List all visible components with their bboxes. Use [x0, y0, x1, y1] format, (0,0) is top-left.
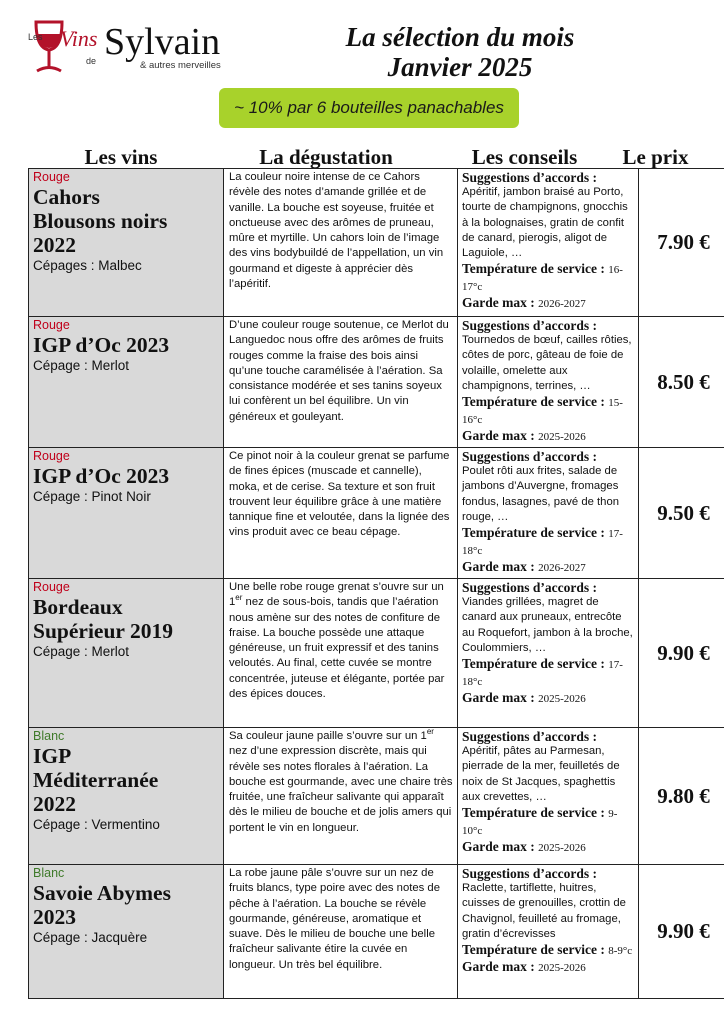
table-row — [29, 169, 724, 317]
wine-color: Blanc — [33, 729, 65, 743]
tasting-note-end: nez d’une expression discrète, mais qui révèle ses notes florales à l’aération. La bouche est gourmande, avec une chaire très fruitée, une fraîcheur salivante qui apparaît dès le milieu de bouche et de jolis amers qui portent le vin en longueur. — [229, 745, 453, 834]
temperature-line — [462, 261, 635, 295]
keep-value: 2026-2027 — [538, 562, 586, 575]
wine-name-line: 2023 — [33, 905, 76, 929]
price-cell: 9.80 € — [639, 728, 724, 865]
page-title — [295, 22, 625, 82]
temperature-value: 9-10°c — [462, 808, 618, 838]
header-tips: Les conseils — [471, 145, 578, 169]
pairing-text: Apéritif, jambon braisé au Porto, tourte de champignons, gnocchis à la bolognaises, gratin de confit de canard, pierogis, aligot de Laguiole, … — [462, 186, 628, 260]
price-cell: 9.90 € — [639, 865, 724, 999]
wine-name-line: IGP d’Oc 2023 — [33, 464, 170, 488]
wine-name-line: IGP d’Oc 2023 — [33, 333, 170, 357]
pairing-label: Suggestions d’accords : — [462, 729, 598, 744]
wine-grape: Cépage : Merlot — [33, 358, 130, 373]
pairing-text: Tournedos de bœuf, cailles rôties, côtes de porc, gâteau de foie de volaille, omelette aux champignons, terrines, … — [462, 334, 632, 392]
tasting-cell — [224, 728, 458, 865]
wine-name-line: Blousons noirs — [33, 209, 168, 233]
tips-cell — [458, 317, 639, 448]
tasting-note: Ce pinot noir à la couleur grenat se parfume de fines épices (muscade et cannelle), moka, et de cerise. Sa texture et son fruit trouvent leur équilibre grâce à une matière tannique fine et veloutée, dans la lignée des vins produit avec ce beau cépage. — [229, 450, 450, 539]
wine-grape: Cépages : Malbec — [33, 258, 142, 273]
wine-color: Blanc — [33, 866, 65, 880]
wine-name-line: Supérieur 2019 — [33, 619, 173, 643]
price-cell: 9.50 € — [639, 448, 724, 579]
tasting-note-start: Sa couleur jaune paille s’ouvre sur un 1 — [229, 730, 427, 742]
wine-grape: Cépage : Pinot Noir — [33, 489, 151, 504]
pairing-text: Raclette, tartiflette, huitres, cuisses de grenouilles, crottin de Chavignol, feuilleté au fromage, gratin d’écrevisses — [462, 882, 626, 940]
logo-de: de — [86, 56, 97, 66]
tips-cell — [458, 579, 639, 728]
tasting-note: La robe jaune pâle s’ouvre sur un nez de fruits blancs, type poire avec des notes de pêche à l’aération. La bouche se révèle gourmande, généreuse, aromatique et suave. Dès le milieu de bouche une belle fraîcheur salivante étire la cuvée en longueur. Un très bel équilibre. — [229, 867, 440, 971]
temperature-label: Température de service : — [462, 805, 605, 821]
logo-vins: Vins — [60, 26, 98, 51]
pairing-label: Suggestions d’accords : — [462, 170, 598, 185]
keep-value: 2025-2026 — [538, 962, 586, 975]
column-headers — [0, 145, 724, 169]
pairing-text: Poulet rôti aux frites, salade de jambons d’Auvergne, fromages fondus, lasagnes, pavé de thon rouge, … — [462, 465, 620, 523]
wine-color: Rouge — [33, 318, 70, 332]
pairing-label: Suggestions d’accords : — [462, 580, 598, 595]
wine-glass-logo-icon — [22, 16, 262, 86]
temperature-value: 17-18°c — [462, 659, 623, 689]
temperature-value: 16-17°c — [462, 264, 623, 294]
pairing-text: Viandes grillées, magret de canard aux pruneaux, entrecôte au Roquefort, jambon à la broche, Coulommiers, … — [462, 596, 633, 654]
wine-name-line: Méditerranée — [33, 768, 159, 792]
temperature-label: Température de service : — [462, 656, 605, 672]
tasting-note — [229, 729, 453, 836]
tips-cell — [458, 448, 639, 579]
temperature-label: Température de service : — [462, 525, 605, 541]
logo-sylvain: Sylvain — [104, 21, 221, 63]
keep-line — [462, 559, 635, 576]
wine-name-line: Cahors — [33, 185, 100, 209]
logo — [22, 16, 262, 86]
price-cell: 7.90 € — [639, 169, 724, 317]
tasting-note-ordinal: er — [426, 727, 434, 737]
temperature-value: 15-16°c — [462, 397, 623, 427]
logo-tagline: & autres merveilles — [140, 60, 221, 71]
tasting-cell — [224, 169, 458, 317]
keep-label: Garde max : — [462, 839, 535, 855]
tips-cell — [458, 728, 639, 865]
table-row — [29, 579, 724, 728]
temperature-label: Température de service : — [462, 942, 605, 958]
tasting-note-end: nez de sous-bois, tandis que l’aération nous amène sur des notes de confiture de fraise. La bouche possède une attaque généreuse, un fruit expressif et des tanins veloutés. Au final, cette cuvée se montre concentrée, juteuse et élégante, portée par des épices douces. — [229, 596, 445, 701]
tasting-note: La couleur noire intense de ce Cahors révèle des notes d’amande grillée et de vanille. La bouche est soyeuse, fruitée et onctueuse avec des arômes de pruneau, mûre et myrtille. Un cahors loin de l’image des vins bodybuildé de l’appellation, un vin gourmand et digeste à apprécier dès l’apéritif. — [229, 171, 444, 291]
table-row — [29, 865, 724, 999]
wine-name-cell — [29, 448, 224, 579]
logo-les: Les — [28, 32, 43, 42]
tasting-note-ordinal: er — [235, 593, 243, 603]
tasting-note — [229, 580, 453, 702]
wine-color: Rouge — [33, 170, 70, 184]
keep-line — [462, 690, 635, 707]
temperature-line — [462, 394, 635, 428]
header-wines: Les vins — [84, 145, 158, 169]
wine-color: Rouge — [33, 580, 70, 594]
tasting-cell — [224, 317, 458, 448]
keep-line — [462, 959, 635, 976]
tasting-note: D’une couleur rouge soutenue, ce Merlot du Languedoc nous offre des arômes de fruits rouges comme la fraise des bois ainsi qu’une touche caramélisée à l’aération. Sa consistance modérée et ses tanins soyeux lui confèrent un bel équilibre. Un vin généreux et gouleyant. — [229, 319, 449, 423]
wine-grape: Cépage : Jacquère — [33, 930, 148, 945]
keep-label: Garde max : — [462, 428, 535, 444]
table-row — [29, 448, 724, 579]
keep-line — [462, 839, 635, 856]
wine-table — [28, 168, 724, 999]
wine-name-cell — [29, 169, 224, 317]
temperature-line — [462, 805, 635, 839]
temperature-label: Température de service : — [462, 261, 605, 277]
keep-line — [462, 295, 635, 312]
wine-name-line: Bordeaux — [33, 595, 123, 619]
temperature-line — [462, 656, 635, 690]
wine-grape: Cépage : Merlot — [33, 644, 130, 659]
temperature-label: Température de service : — [462, 394, 605, 410]
temperature-value: 17-18°c — [462, 528, 623, 558]
price-cell: 8.50 € — [639, 317, 724, 448]
keep-label: Garde max : — [462, 295, 535, 311]
wine-name-line: 2022 — [33, 233, 76, 257]
wine-grape: Cépage : Vermentino — [33, 817, 160, 832]
table-row — [29, 317, 724, 448]
header-price: Le prix — [622, 145, 689, 169]
price-cell: 9.90 € — [639, 579, 724, 728]
pairing-label: Suggestions d’accords : — [462, 449, 598, 464]
keep-line — [462, 428, 635, 445]
wine-name-line: Savoie Abymes — [33, 881, 171, 905]
tasting-cell — [224, 865, 458, 999]
keep-label: Garde max : — [462, 559, 535, 575]
wine-name-cell — [29, 317, 224, 448]
keep-label: Garde max : — [462, 959, 535, 975]
wine-color: Rouge — [33, 449, 70, 463]
title-line-1: La sélection du mois — [345, 22, 575, 52]
pairing-label: Suggestions d’accords : — [462, 866, 598, 881]
wine-name-line: IGP — [33, 744, 72, 768]
pairing-text: Apéritif, pâtes au Parmesan, pierrade de la mer, feuilletés de noix de St Jacques, spaghettis aux crevettes, … — [462, 745, 620, 803]
wine-name-cell — [29, 728, 224, 865]
keep-value: 2025-2026 — [538, 842, 586, 855]
wine-name-cell — [29, 865, 224, 999]
wine-name-cell — [29, 579, 224, 728]
temperature-value: 8-9°c — [608, 945, 633, 958]
tasting-note-start: Une belle robe rouge grenat s’ouvre sur un 1 — [229, 581, 444, 609]
promo-badge: ~ 10% par 6 bouteilles panachables — [219, 88, 519, 128]
temperature-line — [462, 525, 635, 559]
keep-value: 2025-2026 — [538, 693, 586, 706]
tasting-cell — [224, 579, 458, 728]
tips-cell — [458, 865, 639, 999]
title-line-2: Janvier 2025 — [387, 52, 533, 82]
temperature-line — [462, 942, 635, 959]
tips-cell — [458, 169, 639, 317]
keep-value: 2026-2027 — [538, 298, 586, 311]
table-row — [29, 728, 724, 865]
pairing-label: Suggestions d’accords : — [462, 318, 598, 333]
header-tasting: La dégustation — [259, 145, 393, 169]
keep-value: 2025-2026 — [538, 431, 586, 444]
keep-label: Garde max : — [462, 690, 535, 706]
tasting-cell — [224, 448, 458, 579]
wine-name-line: 2022 — [33, 792, 76, 816]
